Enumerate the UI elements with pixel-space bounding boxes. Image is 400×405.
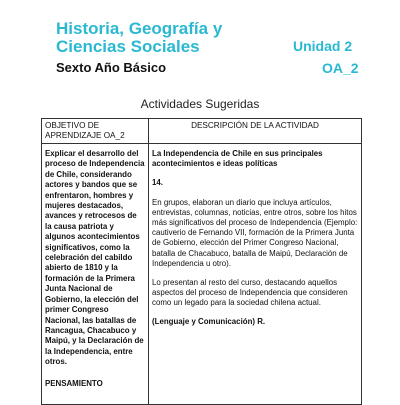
- grade-label: Sexto Año Básico: [56, 60, 167, 75]
- section-title: Actividades Sugeridas: [140, 97, 260, 111]
- activity-paragraph-1: En grupos, elaboran un diario que incluya artículos, entrevistas, columnas, noticias, entre otros, sobre los hitos más significativos del proceso de Independencia (Ejemplo: cautiverio de Fernando VII, formación de la Primera Junta de Gobierno, elección del Primer Congreso Nacional, batalla de Chacabuco, batalla de Maipú, Declaración de Independencia u otro).: [152, 197, 358, 268]
- activity-subjects: (Lenguaje y Comunicación) R.: [152, 316, 266, 326]
- table-row: [42, 144, 362, 405]
- activity-paragraph-2: Lo presentan al resto del curso, destacando aquellos aspectos del proceso de Independencia que consideren como un legado para la sociedad chilena actual.: [152, 278, 348, 308]
- table-header-row: [42, 119, 362, 144]
- objective-column-header: OBJETIVO DE APRENDIZAJE OA_2: [42, 119, 149, 144]
- objective-cell: [42, 144, 149, 405]
- oa-label: OA_2: [322, 60, 359, 76]
- document-title: Historia, Geografía y Ciencias Sociales: [56, 19, 223, 56]
- activity-number: 14.: [152, 178, 163, 188]
- objective-footer: PENSAMIENTO: [45, 379, 103, 388]
- objective-text: Explicar el desarrollo del proceso de Independencia de Chile, considerando actores y bandos que se enfrentaron, hombres y mujeres destacados, avances y retrocesos de la causa patriota y algunos acontecimientos significativos, como la celebración del cabildo abierto de 1810 y la formación de la Primera Junta Nacional de Gobierno, la elección del primer Congreso Nacional, las batallas de Rancagua, Chacabuco y Maipú, y la Declaración de la Independencia, entre otros.: [45, 149, 145, 367]
- activities-table: [41, 118, 362, 405]
- description-column-header: DESCRIPCIÓN DE LA ACTIVIDAD: [149, 119, 362, 144]
- activity-title: La Independencia de Chile en sus principales acontecimientos e ideas políticas: [152, 149, 323, 169]
- description-cell: [149, 144, 362, 405]
- unit-label: Unidad 2: [293, 38, 353, 54]
